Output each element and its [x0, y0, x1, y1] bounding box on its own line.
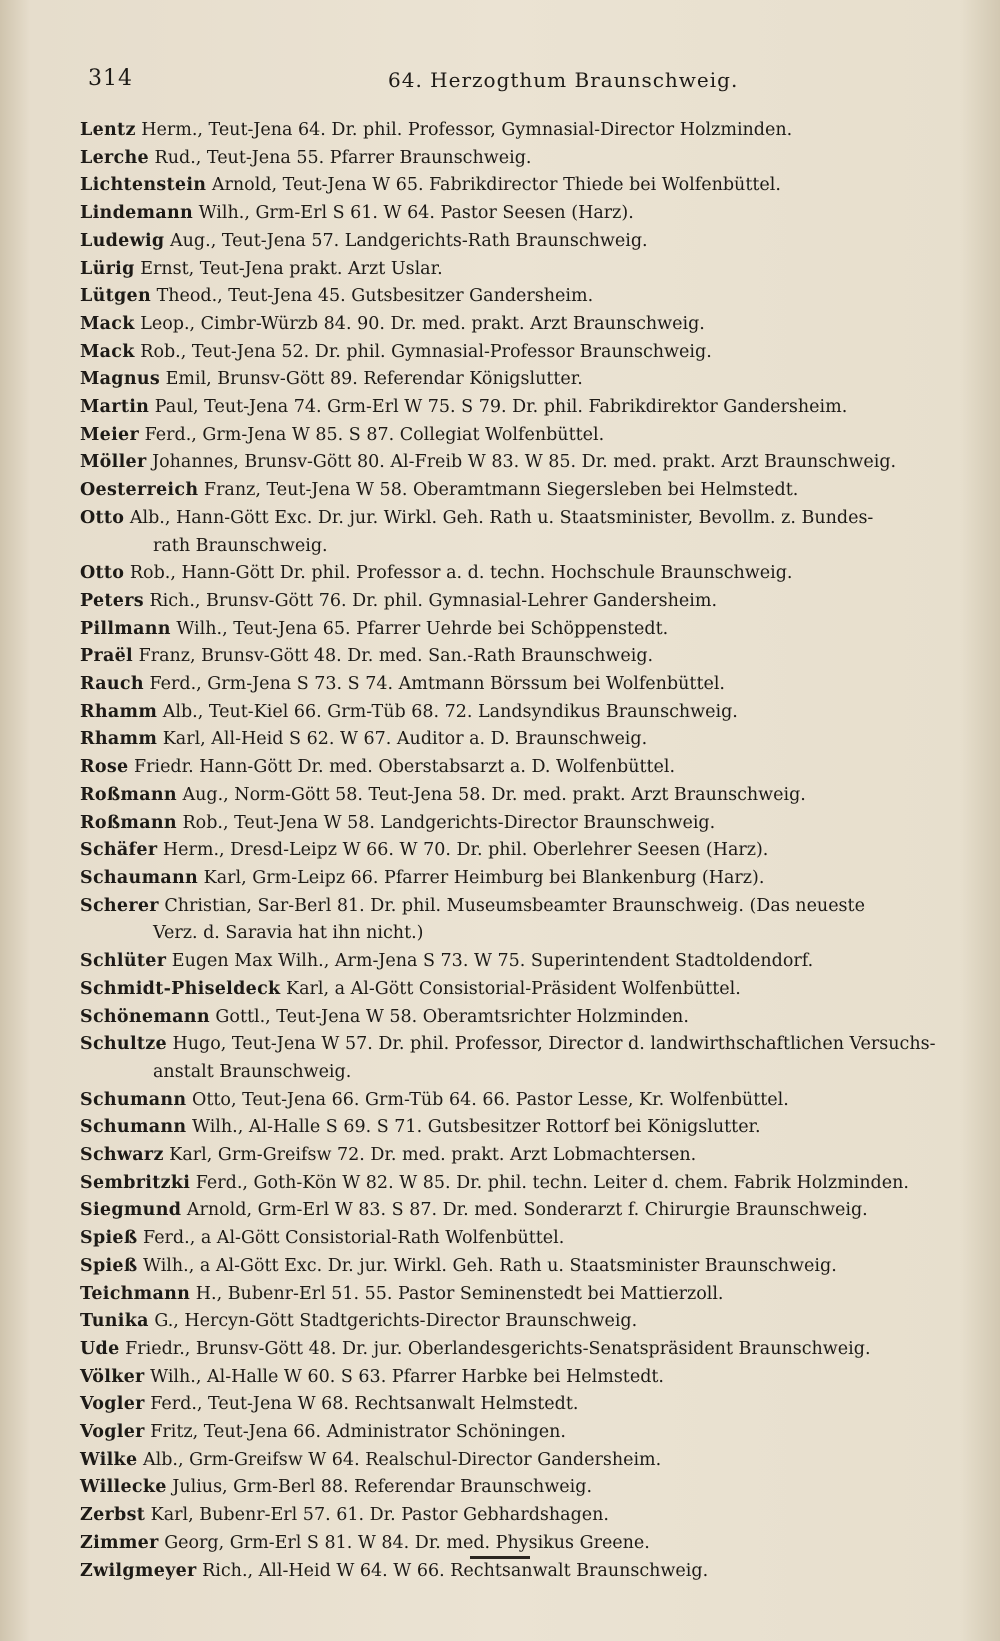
list-item: [80, 1530, 950, 1558]
entry-surname: Vogler: [80, 1394, 145, 1415]
entry-surname: Oesterreich: [80, 480, 199, 501]
entry-surname: Schaumann: [80, 867, 199, 888]
list-item: [80, 117, 950, 145]
list-item-continuation: [80, 920, 950, 948]
entry-details: Wilh., Teut-Jena 65. Pfarrer Uehrde bei Schöppenstedt.: [170, 618, 669, 639]
entry-surname: Völker: [80, 1366, 145, 1387]
entry-surname: Lerche: [80, 147, 149, 168]
entry-surname: Pillmann: [80, 618, 171, 639]
entry-details: Eugen Max Wilh., Arm-Jena S 73. W 75. Superintendent Stadtoldendorf.: [166, 951, 814, 972]
entry-details: Friedr. Hann-Gött Dr. med. Oberstabsarzt a. D. Wolfenbüttel.: [128, 757, 676, 778]
entry-details: Otto, Teut-Jena 66. Grm-Tüb 64. 66. Pastor Lesse, Kr. Wolfenbüttel.: [186, 1089, 789, 1110]
entry-details: Leop., Cimbr-Würzb 84. 90. Dr. med. prakt. Arzt Braunschweig.: [134, 313, 705, 334]
entry-details: Wilh., Al-Halle S 69. S 71. Gutsbesitzer Rottorf bei Königslutter.: [186, 1117, 761, 1138]
running-title: 64. Herzogthum Braunschweig.: [388, 68, 739, 92]
entry-details: Karl, All-Heid S 62. W 67. Auditor a. D. Braunschweig.: [157, 729, 648, 750]
entry-surname: Vogler: [80, 1422, 145, 1443]
list-item: [80, 394, 950, 422]
entry-details: Johannes, Brunsv-Gött 80. Al-Freib W 83. W 85. Dr. med. prakt. Arzt Braunschweig.: [146, 452, 897, 473]
entry-surname: Schäfer: [80, 840, 158, 861]
entry-details: Franz, Brunsv-Gött 48. Dr. med. San.-Rath Braunschweig.: [133, 646, 654, 667]
list-item: [80, 837, 950, 865]
entry-surname: Rhamm: [80, 701, 158, 722]
entry-details: Arnold, Teut-Jena W 65. Fabrikdirector Thiede bei Wolfenbüttel.: [206, 175, 781, 196]
list-item: [80, 976, 950, 1004]
entry-details: Julius, Grm-Berl 88. Referendar Braunschweig.: [166, 1477, 593, 1498]
list-item: [80, 643, 950, 671]
entry-details: Ferd., Goth-Kön W 82. W 85. Dr. phil. techn. Leiter d. chem. Fabrik Holzminden.: [190, 1172, 909, 1193]
entry-surname: Lindemann: [80, 203, 194, 224]
entry-surname: Schwarz: [80, 1145, 164, 1166]
entry-details: Christian, Sar-Berl 81. Dr. phil. Museumsbeamter Braunschweig. (Das neueste: [158, 895, 865, 916]
entry-surname: Peters: [80, 590, 144, 611]
entry-details: Ferd., Grm-Jena W 85. S 87. Collegiat Wolfenbüttel.: [139, 424, 605, 445]
list-item: [80, 1253, 950, 1281]
entry-details: Herm., Dresd-Leipz W 66. W 70. Dr. phil. Oberlehrer Seesen (Harz).: [157, 840, 769, 861]
entry-surname: Schlüter: [80, 951, 167, 972]
page-header: [88, 66, 948, 96]
entry-surname: Lütgen: [80, 286, 152, 307]
list-item: [80, 893, 950, 921]
entry-surname: Ude: [80, 1338, 120, 1359]
entry-details: rath Braunschweig.: [153, 535, 328, 556]
list-item: [80, 200, 950, 228]
entry-surname: Schumann: [80, 1089, 187, 1110]
list-item: [80, 311, 950, 339]
list-item: [80, 366, 950, 394]
entry-details: Gottl., Teut-Jena W 58. Oberamtsrichter Holzminden.: [209, 1006, 689, 1027]
entry-surname: Martin: [80, 397, 150, 418]
entry-surname: Rauch: [80, 674, 144, 695]
list-item: [80, 671, 950, 699]
entry-details: Karl, Grm-Leipz 66. Pfarrer Heimburg bei Blankenburg (Harz).: [198, 867, 765, 888]
entry-details: Paul, Teut-Jena 74. Grm-Erl W 75. S 79. Dr. phil. Fabrikdirektor Gandersheim.: [149, 397, 848, 418]
entry-details: Rob., Hann-Gött Dr. phil. Professor a. d. techn. Hochschule Braunschweig.: [124, 563, 793, 584]
entry-surname: Otto: [80, 507, 125, 528]
entry-details: Aug., Norm-Gött 58. Teut-Jena 58. Dr. med. prakt. Arzt Braunschweig.: [176, 784, 806, 805]
entry-surname: Otto: [80, 563, 125, 584]
list-item: [80, 145, 950, 173]
entry-surname: Meier: [80, 424, 140, 445]
entry-details: Arnold, Grm-Erl W 83. S 87. Dr. med. Sonderarzt f. Chirurgie Braunschweig.: [181, 1200, 868, 1221]
list-item: [80, 810, 950, 838]
entry-details: Herm., Teut-Jena 64. Dr. phil. Professor, Gymnasial-Director Holzminden.: [135, 120, 793, 140]
list-item: [80, 1419, 950, 1447]
entry-details: anstalt Braunschweig.: [153, 1061, 352, 1082]
list-item: [80, 948, 950, 976]
list-item: [80, 1197, 950, 1225]
entry-surname: Lichtenstein: [80, 175, 207, 196]
entry-surname: Magnus: [80, 369, 161, 390]
list-item: [80, 449, 950, 477]
list-item: [80, 699, 950, 727]
member-list: [80, 117, 950, 1585]
entry-surname: Siegmund: [80, 1200, 182, 1221]
entry-details: Emil, Brunsv-Gött 89. Referendar Königslutter.: [160, 369, 583, 390]
list-item: [80, 1225, 950, 1253]
entry-surname: Tunika: [80, 1311, 149, 1332]
entry-surname: Lürig: [80, 258, 135, 279]
entry-details: Rud., Teut-Jena 55. Pfarrer Braunschweig.: [148, 147, 532, 168]
list-item: [80, 726, 950, 754]
entry-details: Ferd., a Al-Gött Consistorial-Rath Wolfenbüttel.: [137, 1228, 565, 1249]
list-item: [80, 1558, 950, 1586]
entry-details: Ferd., Teut-Jena W 68. Rechtsanwalt Helmstedt.: [144, 1394, 579, 1415]
entry-surname: Roßmann: [80, 812, 177, 833]
entry-details: Karl, a Al-Gött Consistorial-Präsident Wolfenbüttel.: [280, 978, 741, 999]
entry-details: Georg, Grm-Erl S 81. W 84. Dr. med. Physikus Greene.: [158, 1532, 650, 1553]
entry-surname: Sembritzki: [80, 1172, 191, 1193]
entry-details: Wilh., a Al-Gött Exc. Dr. jur. Wirkl. Geh. Rath u. Staatsminister Braunschweig.: [137, 1255, 837, 1276]
list-item: [80, 754, 950, 782]
entry-surname: Roßmann: [80, 784, 177, 805]
entry-surname: Zimmer: [80, 1532, 159, 1553]
entry-surname: Schmidt-Phiseldeck: [80, 978, 281, 999]
entry-details: Verz. d. Saravia hat ihn nicht.): [153, 923, 424, 944]
list-item: [80, 422, 950, 450]
list-item: [80, 865, 950, 893]
entry-surname: Zwilgmeyer: [80, 1560, 197, 1581]
entry-surname: Scherer: [80, 895, 159, 916]
entry-surname: Willecke: [80, 1477, 167, 1498]
entry-surname: Schönemann: [80, 1006, 210, 1027]
entry-details: Hugo, Teut-Jena W 57. Dr. phil. Professor, Director d. landwirthschaftlichen Versuchs-: [166, 1034, 936, 1055]
entry-surname: Schultze: [80, 1034, 167, 1055]
entry-details: Ernst, Teut-Jena prakt. Arzt Uslar.: [134, 258, 443, 279]
entry-details: Alb., Hann-Gött Exc. Dr. jur. Wirkl. Geh. Rath u. Staatsminister, Bevollm. z. Bundes-: [124, 507, 874, 528]
entry-surname: Zerbst: [80, 1505, 146, 1526]
page-number: 314: [88, 66, 133, 91]
entry-surname: Lentz: [80, 120, 136, 140]
entry-details: Friedr., Brunsv-Gött 48. Dr. jur. Oberlandesgerichts-Senatspräsident Braunschweig.: [119, 1338, 871, 1359]
entry-details: Wilh., Al-Halle W 60. S 63. Pfarrer Harbke bei Helmstedt.: [144, 1366, 664, 1387]
list-item: [80, 560, 950, 588]
list-item: [80, 1474, 950, 1502]
entry-details: Theod., Teut-Jena 45. Gutsbesitzer Gandersheim.: [151, 286, 594, 307]
list-item: [80, 1142, 950, 1170]
entry-surname: Mack: [80, 313, 135, 334]
list-item: [80, 1336, 950, 1364]
entry-details: Rich., Brunsv-Gött 76. Dr. phil. Gymnasial-Lehrer Gandersheim.: [143, 590, 718, 611]
entry-details: Fritz, Teut-Jena 66. Administrator Schöningen.: [144, 1422, 566, 1443]
entry-surname: Rhamm: [80, 729, 158, 750]
list-item: [80, 256, 950, 284]
list-item: [80, 1364, 950, 1392]
list-item: [80, 616, 950, 644]
list-item: [80, 1031, 950, 1059]
entry-surname: Ludewig: [80, 230, 165, 251]
entry-details: Rob., Teut-Jena W 58. Landgerichts-Director Braunschweig.: [176, 812, 716, 833]
entry-details: Karl, Grm-Greifsw 72. Dr. med. prakt. Arzt Lobmachtersen.: [163, 1145, 697, 1166]
entry-details: G., Hercyn-Gött Stadtgerichts-Director Braunschweig.: [148, 1311, 638, 1332]
entry-details: Rich., All-Heid W 64. W 66. Rechtsanwalt Braunschweig.: [196, 1560, 709, 1581]
list-item: [80, 1391, 950, 1419]
list-item: [80, 588, 950, 616]
list-item: [80, 1447, 950, 1475]
entry-details: Alb., Grm-Greifsw W 64. Realschul-Director Gandersheim.: [137, 1449, 662, 1470]
entry-details: Ferd., Grm-Jena S 73. S 74. Amtmann Börssum bei Wolfenbüttel.: [143, 674, 725, 695]
list-item: [80, 1281, 950, 1309]
entry-surname: Schumann: [80, 1117, 187, 1138]
entry-surname: Praël: [80, 646, 134, 667]
list-item: [80, 477, 950, 505]
list-item-continuation: [80, 1059, 950, 1087]
entry-details: Franz, Teut-Jena W 58. Oberamtmann Siegersleben bei Helmstedt.: [198, 480, 799, 501]
list-item: [80, 228, 950, 256]
list-item-continuation: [80, 533, 950, 561]
list-item: [80, 1170, 950, 1198]
list-item: [80, 1087, 950, 1115]
list-item: [80, 1502, 950, 1530]
list-item: [80, 1114, 950, 1142]
entry-details: H., Bubenr-Erl 51. 55. Pastor Seminenstedt bei Mattierzoll.: [190, 1283, 724, 1304]
list-item: [80, 505, 950, 533]
entry-surname: Mack: [80, 341, 135, 362]
list-item: [80, 172, 950, 200]
entry-surname: Wilke: [80, 1449, 138, 1470]
list-item: [80, 1308, 950, 1336]
entry-surname: Rose: [80, 757, 129, 778]
entry-details: Alb., Teut-Kiel 66. Grm-Tüb 68. 72. Landsyndikus Braunschweig.: [157, 701, 738, 722]
list-item: [80, 283, 950, 311]
entry-details: Rob., Teut-Jena 52. Dr. phil. Gymnasial-Professor Braunschweig.: [134, 341, 712, 362]
entry-details: Karl, Bubenr-Erl 57. 61. Dr. Pastor Gebhardshagen.: [145, 1505, 609, 1526]
list-item: [80, 339, 950, 367]
entry-surname: Teichmann: [80, 1283, 191, 1304]
footer-rule: [470, 1556, 530, 1559]
list-item: [80, 782, 950, 810]
entry-details: Wilh., Grm-Erl S 61. W 64. Pastor Seesen (Harz).: [193, 203, 634, 224]
entry-surname: Spieß: [80, 1228, 138, 1249]
entry-surname: Möller: [80, 452, 147, 473]
list-item: [80, 1004, 950, 1032]
entry-surname: Spieß: [80, 1255, 138, 1276]
entry-details: Aug., Teut-Jena 57. Landgerichts-Rath Braunschweig.: [164, 230, 648, 251]
